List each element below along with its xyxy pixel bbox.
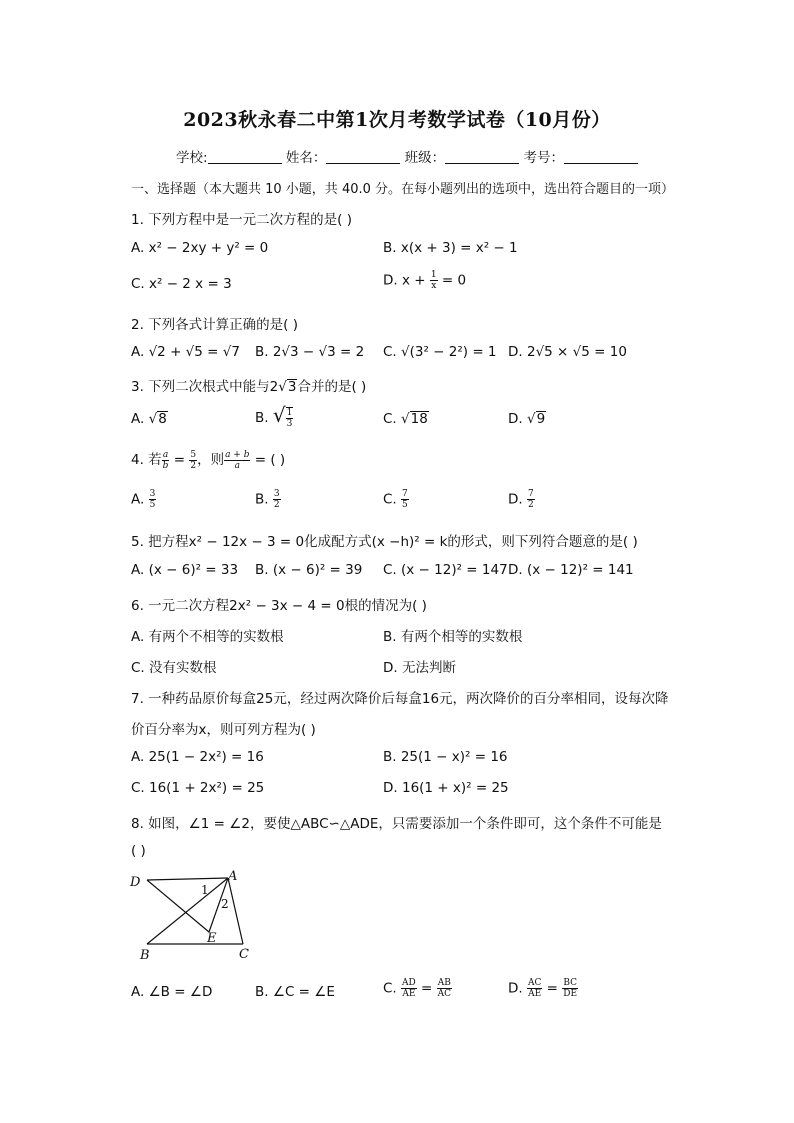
q8-option-d: D. $\frac{AC}{AE}$ = $\frac{BC}{DE}$ [508, 978, 578, 999]
fraction: $\frac{5}{2}$ [190, 449, 197, 471]
q3-option-d: D. √9 [508, 411, 546, 427]
page-title: 2023秋永春二中第1次月考数学试卷（10月份） [183, 109, 611, 131]
q4-option-a: A. $\frac{3}{5}$ [131, 489, 156, 510]
name-label: 姓名： [285, 150, 327, 166]
label-c: C [239, 947, 249, 962]
section-heading: 一、选择题（本大题共 10 小题，共 40.0 分。在每小题列出的选项中，选出符合题目的一项） [131, 182, 675, 197]
q2-option-d: D. 2√5 × √5 = 10 [508, 344, 627, 360]
geometry-figure [125, 868, 265, 963]
label-d: D [130, 875, 141, 890]
q8-option-c: C. $\frac{AD}{AE}$ = $\frac{AB}{AC}$ [383, 978, 452, 999]
q3-option-b: B. √ $\frac{1}{3}$ [255, 403, 293, 429]
fraction: $\frac{AB}{AC}$ [437, 978, 452, 999]
label-e: E [207, 931, 217, 946]
q6-option-a: A. 有两个不相等的实数根 [131, 629, 284, 645]
q4-option-d: D. $\frac{7}{2}$ [508, 489, 534, 510]
q7-stem-line2: 价百分率为x，则可列方程为( ) [131, 722, 316, 738]
fraction: $\frac{a}{b}$ [162, 449, 169, 471]
q8-option-a: A. ∠B = ∠D [131, 984, 213, 1000]
fraction: $\frac{7}{5}$ [402, 489, 408, 510]
q5-option-d: D. (x − 12)² = 141 [508, 562, 634, 578]
fraction: $\frac{AD}{AE}$ [402, 978, 416, 999]
q8-stem-line2: ( ) [131, 843, 146, 859]
q7-option-d: D. 16(1 + x)² = 25 [383, 780, 509, 796]
label-a: A [228, 869, 238, 884]
q4-option-b: B. $\frac{3}{2}$ [255, 489, 280, 510]
fraction: $\frac{1}{x}$ [430, 270, 437, 291]
q2-stem: 2. 下列各式计算正确的是( ) [131, 317, 298, 333]
q5-stem: 5. 把方程x² − 12x − 3 = 0化成配方式(x −h)² = k的形式，则下列符合题意的是( ) [131, 534, 638, 550]
q6-option-b: B. 有两个相等的实数根 [383, 629, 523, 645]
q5-option-a: A. (x − 6)² = 33 [131, 562, 239, 578]
student-info-line [176, 146, 638, 166]
q4-stem: 4. 若 $\frac{a}{b}$ = $\frac{5}{2}$ ，则 $\frac{a + b}{a}$ = ( ) [131, 449, 286, 471]
q7-option-b: B. 25(1 − x)² = 16 [383, 749, 508, 765]
fraction: $\frac{a + b}{a}$ [225, 449, 250, 471]
q2-option-b: B. 2√3 − √3 = 2 [255, 344, 365, 360]
school-label: 学校: [176, 150, 208, 166]
label-b: B [140, 948, 150, 963]
angle-1-label: 1 [201, 883, 209, 897]
fraction: $\frac{1}{3}$ [286, 408, 293, 429]
q3-option-a: A. √8 [131, 411, 167, 427]
q5-option-b: B. (x − 6)² = 39 [255, 562, 363, 578]
fraction: $\frac{3}{5}$ [149, 489, 156, 510]
q1-option-c: C. x² − 2 x = 3 [131, 276, 232, 292]
q1-option-d: D. x + $\frac{1}{x}$ = 0 [383, 270, 467, 291]
class-label: 班级： [404, 150, 446, 166]
q3-stem: 3. 下列二次根式中能与2√3合并的是( ) [131, 379, 367, 395]
q4-option-c: C. $\frac{7}{5}$ [383, 489, 408, 510]
segment-ac [228, 878, 243, 944]
q2-option-a: A. √2 + √5 = √7 [131, 344, 240, 360]
q7-option-a: A. 25(1 − 2x²) = 16 [131, 749, 264, 765]
q6-stem: 6. 一元二次方程2x² − 3x − 4 = 0根的情况为( ) [131, 598, 427, 614]
segment-de [147, 880, 209, 932]
q1-option-b: B. x(x + 3) = x² − 1 [383, 240, 518, 256]
segment-da [147, 878, 228, 880]
q1-option-a: A. x² − 2xy + y² = 0 [131, 240, 269, 256]
q7-stem-line1: 7. 一种药品原价每盒25元，经过两次降价后每盒16元，两次降价的百分率相同，设每次降 [131, 691, 669, 707]
exam-no-label: 考号： [523, 150, 564, 166]
q2-option-c: C. √(3² − 2²) = 1 [383, 344, 497, 360]
fraction: $\frac{7}{2}$ [527, 489, 534, 510]
fraction: $\frac{AC}{AE}$ [527, 978, 542, 999]
class-blank[interactable] [445, 149, 519, 164]
q8-option-b: B. ∠C = ∠E [255, 984, 335, 1000]
q1-stem: 1. 下列方程中是一元二次方程的是( ) [131, 212, 352, 228]
q5-option-c: C. (x − 12)² = 147 [383, 562, 508, 578]
name-blank[interactable] [326, 149, 400, 164]
school-blank[interactable] [208, 149, 282, 164]
fraction: $\frac{3}{2}$ [273, 489, 280, 510]
q3-option-c: C. √18 [383, 411, 428, 427]
q6-option-c: C. 没有实数根 [131, 660, 217, 676]
q7-option-c: C. 16(1 + 2x²) = 25 [131, 780, 265, 796]
q8-stem-line1: 8. 如图，∠1 = ∠2，要使△ABC∽△ADE，只需要添加一个条件即可，这个条件不可能是 [131, 816, 662, 832]
angle-2-label: 2 [221, 897, 229, 911]
q6-option-d: D. 无法判断 [383, 660, 456, 676]
fraction: $\frac{BC}{DE}$ [563, 978, 578, 999]
exam-no-blank[interactable] [564, 149, 638, 164]
